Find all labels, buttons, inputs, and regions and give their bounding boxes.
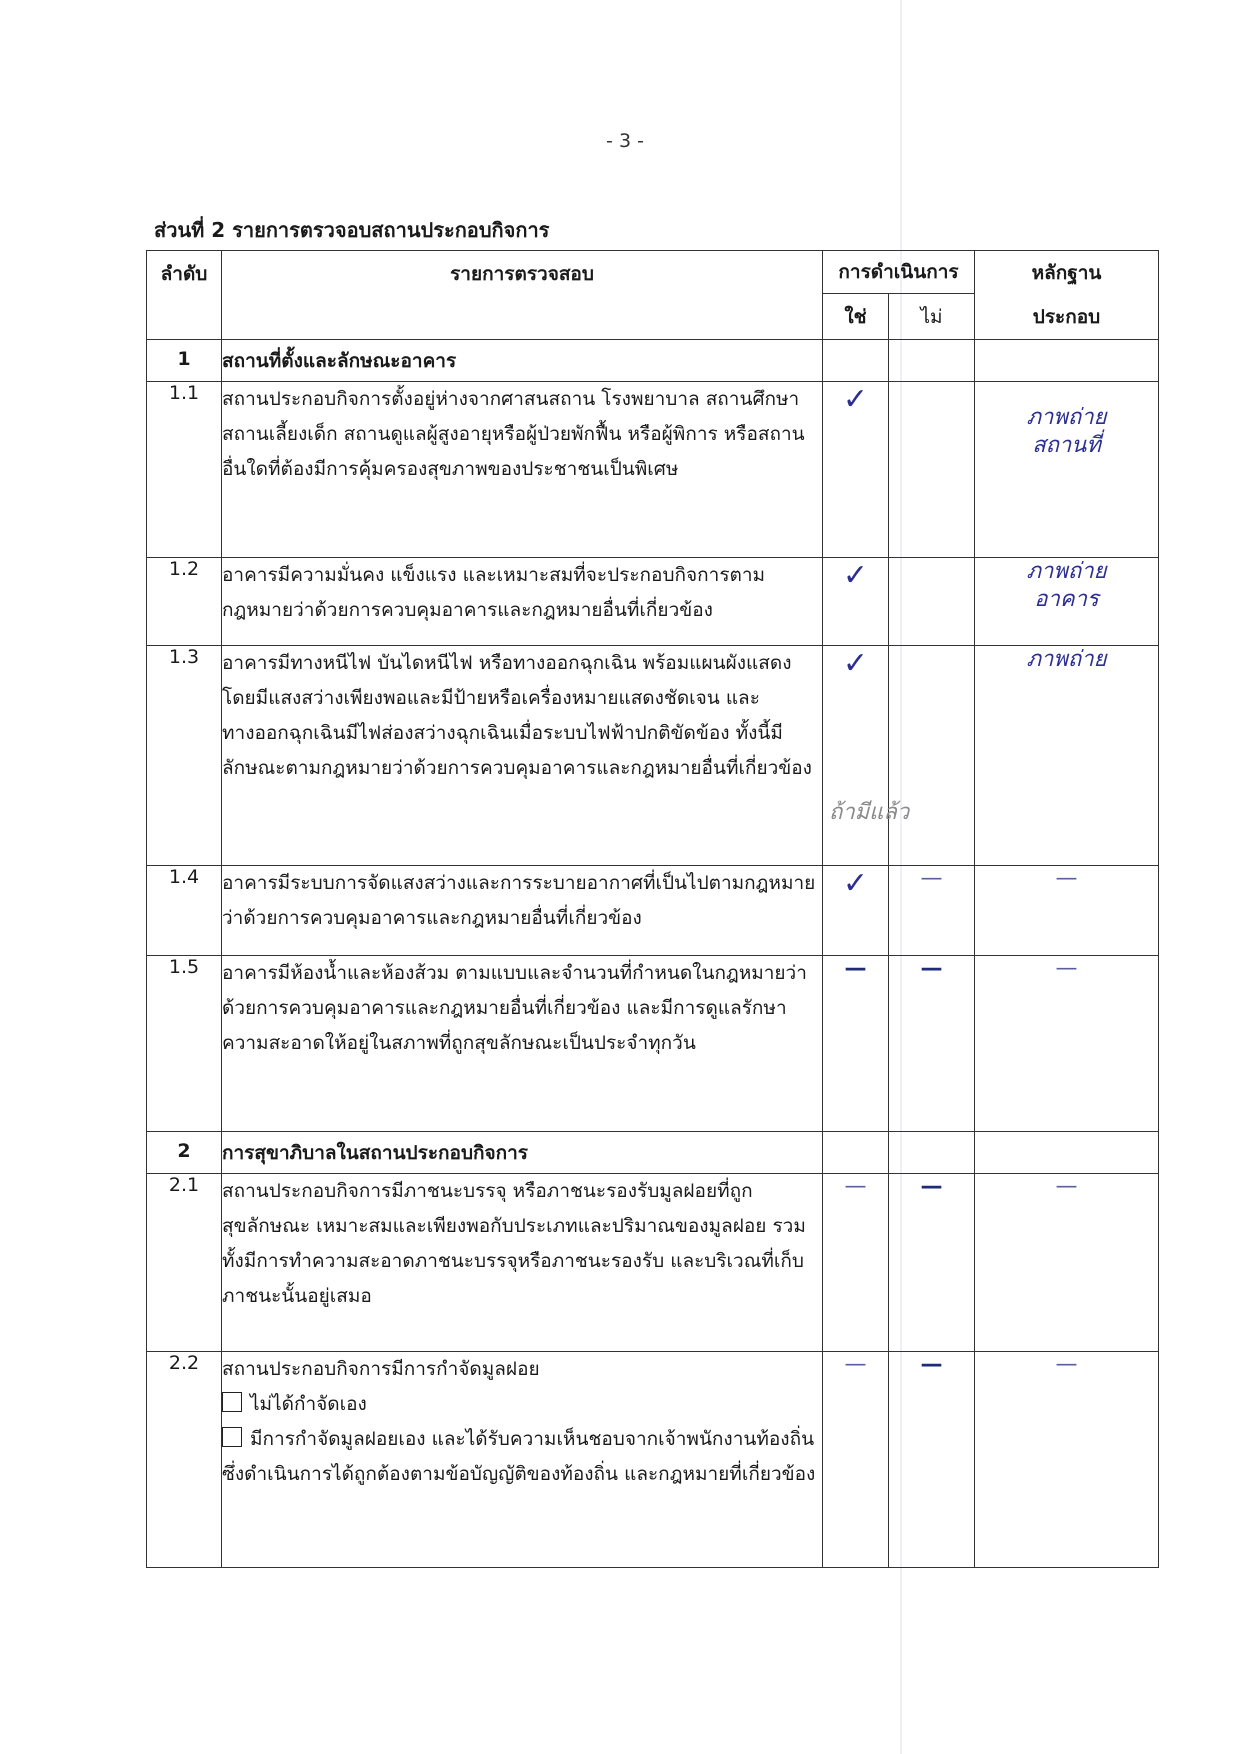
yes-cell [823, 1352, 889, 1568]
row-number: 2.1 [147, 1174, 222, 1352]
row-number: 1.2 [147, 558, 222, 646]
table-row [147, 1132, 1159, 1174]
row-number: 1.5 [147, 956, 222, 1132]
evidence-handwriting: ภาพถ่าย อาคาร [1026, 559, 1107, 612]
table-row [147, 646, 1159, 866]
row-text: อาคารมีความมั่นคง แข็งแรง และเหมาะสมที่จะประกอบกิจการตามกฎหมายว่าด้วยการควบคุมอาคารและกฎหมายอื่นที่เกี่ยวข้อง [222, 558, 823, 646]
evidence-cell [975, 382, 1159, 558]
dash-mark-icon: — [920, 1174, 943, 1199]
evidence-cell [975, 866, 1159, 956]
evidence-cell [975, 646, 1159, 866]
row-number: 1.1 [147, 382, 222, 558]
dash-mark-icon: — [1055, 866, 1078, 891]
no-cell [889, 1174, 975, 1352]
evidence-handwriting: ภาพถ่าย สถานที่ [1026, 405, 1107, 458]
option-self-disposal [222, 1422, 822, 1492]
row-text: อาคารมีระบบการจัดแสงสว่างและการระบายอากาศที่เป็นไปตามกฎหมายว่าด้วยการควบคุมอาคารและกฎหมายอื่นที่เกี่ยวข้อง [222, 866, 823, 956]
row-text: สถานประกอบกิจการมีภาชนะบรรจุ หรือภาชนะรองรับมูลฝอยที่ถูกสุขลักษณะ เหมาะสมและเพียงพอกับประเภทและปริมาณของมูลฝอย รวมทั้งมีการทำความสะอาดภาชนะบรรจุหรือภาชนะรองรับ และบริเวณที่เก็บภาชนะนั้นอยู่เสมอ [222, 1174, 823, 1352]
group-number: 2 [147, 1132, 222, 1174]
no-cell [889, 956, 975, 1132]
dash-mark-icon: — [844, 956, 867, 981]
yes-cell [823, 1174, 889, 1352]
yes-cell [823, 382, 889, 558]
no-cell [889, 382, 975, 558]
evidence-cell [975, 956, 1159, 1132]
no-cell [889, 866, 975, 956]
handwritten-note: ถ้ามีแล้ว [829, 800, 910, 825]
row-text: อาคารมีทางหนีไฟ บันไดหนีไฟ หรือทางออกฉุกเฉิน พร้อมแผนผังแสดงโดยมีแสงสว่างเพียงพอและมีป้ายหรือเครื่องหมายแสดงชัดเจน และทางออกฉุกเฉินมีไฟส่องสว่างฉุกเฉินเมื่อระบบไฟฟ้าปกติขัดข้อง ทั้งนี้มีลักษณะตามกฎหมายว่าด้วยการควบคุมอาคารและกฎหมายอื่นที่เกี่ยวข้อง [222, 646, 823, 866]
header-seq: ลำดับ [147, 251, 222, 340]
table-row [147, 382, 1159, 558]
dash-mark-icon: — [920, 1352, 943, 1377]
header-evidence-text: หลักฐานประกอบ [1031, 262, 1102, 328]
row-text: อาคารมีห้องน้ำและห้องส้วม ตามแบบและจำนวนที่กำหนดในกฎหมายว่าด้วยการควบคุมอาคารและกฎหมายอื่นที่เกี่ยวข้อง และมีการดูแลรักษาความสะอาดให้อยู่ในสภาพที่ถูกสุขลักษณะเป็นประจำทุกวัน [222, 956, 823, 1132]
header-evidence [975, 251, 1159, 340]
row-number: 2.2 [147, 1352, 222, 1568]
dash-mark-icon: — [844, 1174, 867, 1199]
table-row [147, 956, 1159, 1132]
evidence-cell [975, 1174, 1159, 1352]
dash-mark-icon: — [844, 1352, 867, 1377]
check-mark-icon: ✓ [842, 558, 869, 593]
evidence-cell [975, 558, 1159, 646]
table-row [147, 558, 1159, 646]
yes-cell [823, 646, 889, 866]
page-number: - 3 - [606, 130, 644, 152]
header-no: ไม่ [889, 294, 975, 340]
group-title: การสุขาภิบาลในสถานประกอบกิจการ [222, 1132, 823, 1174]
yes-cell [823, 866, 889, 956]
evidence-handwriting: ภาพถ่าย [1026, 647, 1107, 672]
group-number: 1 [147, 340, 222, 382]
header-action: การดำเนินการ [823, 251, 975, 294]
dash-mark-icon: — [1055, 956, 1078, 981]
row-number: 1.4 [147, 866, 222, 956]
yes-cell [823, 956, 889, 1132]
header-item: รายการตรวจสอบ [222, 251, 823, 340]
checkbox-icon [222, 1392, 242, 1412]
header-yes: ใช่ [823, 294, 889, 340]
evidence-cell [975, 1352, 1159, 1568]
row-text: สถานประกอบกิจการมีการกำจัดมูลฝอย [222, 1358, 540, 1380]
no-cell [829, 646, 975, 866]
table-row [147, 1352, 1159, 1568]
option-label: มีการกำจัดมูลฝอยเอง และได้รับความเห็นชอบจากเจ้าพนักงานท้องถิ่นซึ่งดำเนินการได้ถูกต้องตามข้อบัญญัติของท้องถิ่น และกฎหมายที่เกี่ยวข้อง [222, 1428, 816, 1485]
dash-mark-icon: — [1055, 1174, 1078, 1199]
group-title: สถานที่ตั้งและลักษณะอาคาร [222, 340, 823, 382]
inspection-checklist-table [146, 250, 1159, 1568]
option-not-self-disposal [222, 1387, 822, 1422]
option-label: ไม่ได้กำจัดเอง [250, 1393, 367, 1415]
dash-mark-icon: — [920, 866, 943, 891]
no-cell [889, 558, 975, 646]
check-mark-icon: ✓ [842, 382, 869, 417]
dash-mark-icon: — [920, 956, 943, 981]
section-title: ส่วนที่ 2 รายการตรวจอบสถานประกอบกิจการ [154, 218, 550, 242]
check-mark-icon: ✓ [842, 646, 869, 681]
check-mark-icon: ✓ [842, 866, 869, 901]
no-cell [889, 1352, 975, 1568]
yes-cell [823, 558, 889, 646]
table-row [147, 1174, 1159, 1352]
row-text: สถานประกอบกิจการตั้งอยู่ห่างจากศาสนสถาน โรงพยาบาล สถานศึกษา สถานเลี้ยงเด็ก สถานดูแลผู้สูงอายุหรือผู้ป่วยพักฟื้น หรือผู้พิการ หรือสถานอื่นใดที่ต้องมีการคุ้มครองสุขภาพของประชาชนเป็นพิเศษ [222, 382, 823, 558]
table-row [147, 340, 1159, 382]
checkbox-icon [222, 1427, 242, 1447]
table-row [147, 866, 1159, 956]
row-content [222, 1352, 823, 1568]
dash-mark-icon: — [1055, 1352, 1078, 1377]
row-number: 1.3 [147, 646, 222, 866]
